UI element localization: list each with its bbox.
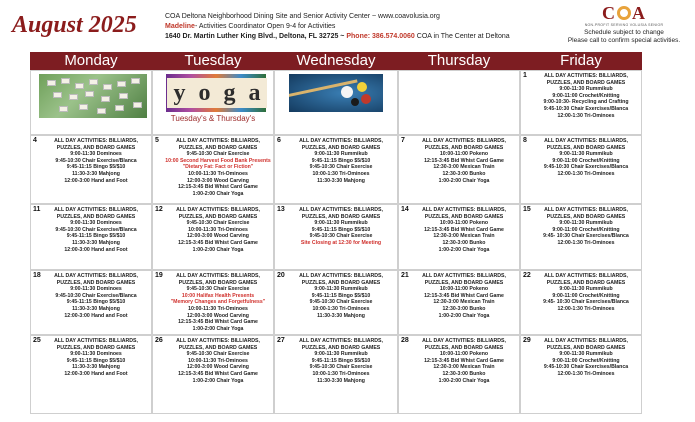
day-cell-20 [274, 270, 398, 335]
activity-text: ALL DAY ACTIVITIES: BILLIARDS, PUZZLES, AND BOARD GAMES 9:45-10:30 Chair Exercise [176, 138, 260, 158]
activity-text: ALL DAY ACTIVITIES: BILLIARDS, PUZZLES, AND BOARD GAMES 10:00-11:00 Pokeno 12:15-3:45 Bid Whist Card Game 12:30-3:00 Mexican Train 12:30-3:00 Bunko 1:00-2:00 Chair Yoga [422, 138, 506, 184]
day-number: 5 [155, 137, 159, 144]
activity-text: ALL DAY ACTIVITIES: BILLIARDS, PUZZLES, AND BOARD GAMES 10:00-11:00 Pokeno 12:15-3:45 Bid Whist Card Game 12:30-3:00 Mexican Train 12:30-3:00 Bunko 1:00-2:00 Chair Yoga [422, 273, 506, 319]
coordinator-name: Madeline [165, 23, 195, 30]
activity-text: ALL DAY ACTIVITIES: BILLIARDS, PUZZLES, AND BOARD GAMES 9:00-11:30 Rummikub 9:00-11:00 Crochet/Knitting 9:00-10:30- Recycling and Crafting 9:45-10:30 Chair Exercises/Blanca 12:00-1:30 Tri-Ominoes [543, 73, 629, 119]
day-number: 18 [33, 272, 41, 279]
tile-shape [101, 96, 110, 102]
day-activities [287, 338, 395, 384]
tile-shape [75, 83, 84, 89]
activity-text: ALL DAY ACTIVITIES: BILLIARDS, PUZZLES, AND BOARD GAMES 9:00-11:30 Dominoes 9:45-10:30 Chair Exercise/Blanca 9:45-11:15 Bingo $5/$10 11:30-3:30 Mahjong 12:00-3:00 Hand and Foot [54, 207, 138, 253]
tile-shape [97, 108, 106, 114]
day-cell-25 [30, 335, 152, 414]
day-activities [287, 138, 395, 184]
day-activities [165, 207, 271, 253]
day-activities [165, 273, 271, 332]
day-number: 14 [401, 206, 409, 213]
yoga-letter-block: g [217, 78, 242, 108]
org-line: COA Deltona Neighborhood Dining Site and Senior Activity Center ~ www.coavolusia.org [165, 13, 440, 20]
day-activities [411, 207, 517, 253]
billiard-ball [341, 86, 353, 98]
empty-cell [398, 70, 520, 135]
activity-text: ALL DAY ACTIVITIES: BILLIARDS, PUZZLES, AND BOARD GAMES 9:45-10:30 Chair Exercise 10:00-11:30 Tri-Ominoes 12:00-3:00 Wood Carving 12:15-3:45 Bid Whist Card Game 1:00-2:00 Chair Yoga [176, 207, 260, 253]
coordinator-line [165, 22, 510, 32]
day-activities [533, 138, 639, 178]
day-cell-6 [274, 135, 398, 204]
day-header-friday: Friday [520, 52, 642, 70]
activity-text: ALL DAY ACTIVITIES: BILLIARDS, PUZZLES, AND BOARD GAMES 9:00-11:30 Rummikub 9:00-11:00 Crochet/Knitting 9:45- 10:30 Chair Exercises/Blanca 12:00-1:30 Tri-Ominoes [543, 273, 629, 312]
day-activities [287, 273, 395, 319]
day-number: 12 [155, 206, 163, 213]
dominoes-photo [39, 74, 147, 118]
day-activities [43, 273, 149, 319]
day-cell-4 [30, 135, 152, 204]
day-activities [165, 138, 271, 197]
day-header-tuesday: Tuesday [152, 52, 274, 70]
day-number: 28 [401, 337, 409, 344]
day-cell-12 [152, 204, 274, 270]
activity-text: ALL DAY ACTIVITIES: BILLIARDS, PUZZLES, AND BOARD GAMES 9:00-11:30 Rummikub 9:00-11:00 Crochet/Knitting 9:45-10:30 Chair Exercises/Blanca 12:00-1:30 Tri-Ominoes [543, 338, 629, 377]
activity-text: ALL DAY ACTIVITIES: BILLIARDS, PUZZLES, AND BOARD GAMES 9:00-11:30 Rummikub 9:45-11:15 Bingo $5/$10 9:45-10:30 Chair Exercise 10:00-1:30 Tri-Ominoes 11:30-3:30 Mahjong [299, 138, 383, 184]
yoga-caption: Tuesday's & Thursday's [170, 114, 256, 123]
day-activities [411, 138, 517, 184]
day-number: 19 [155, 272, 163, 279]
billiard-ball [361, 94, 371, 104]
day-number: 15 [523, 206, 531, 213]
activity-text: ALL DAY ACTIVITIES: BILLIARDS, PUZZLES, AND BOARD GAMES 9:45-10:30 Chair Exercise [176, 273, 260, 293]
day-activities [411, 338, 517, 384]
tile-shape [89, 79, 98, 85]
tile-shape [53, 92, 62, 98]
activity-text: ALL DAY ACTIVITIES: BILLIARDS, PUZZLES, AND BOARD GAMES 9:00-11:30 Rummikub 9:45-11:15 Bingo $5/$10 9:45-10:30 Chair Exercise 10:00-1:30 Tri-Ominoes 11:30-3:30 Mahjong [299, 273, 383, 319]
tile-shape [117, 81, 126, 87]
schedule-note-1: Schedule subject to change [584, 29, 664, 36]
day-number: 20 [277, 272, 285, 279]
logo-mark: C A [602, 3, 646, 23]
day-number: 27 [277, 337, 285, 344]
day-cell-28 [398, 335, 520, 414]
day-activities [43, 207, 149, 253]
logo-o-icon [617, 6, 631, 20]
day-number: 6 [277, 137, 281, 144]
day-header-monday: Monday [30, 52, 152, 70]
day-cell-29 [520, 335, 642, 414]
coa-logo [556, 4, 692, 45]
special-event: Site Closing at 12:30 for Meeting [300, 239, 382, 246]
tile-shape [85, 91, 94, 97]
tile-shape [119, 93, 128, 99]
day-number: 8 [523, 137, 527, 144]
address-tail: COA in The Center at Deltona [414, 33, 510, 40]
day-activities [533, 207, 639, 247]
activity-text: ALL DAY ACTIVITIES: BILLIARDS, PUZZLES, AND BOARD GAMES 9:00-11:30 Dominoes 9:45-10:30 Chair Exercise/Blanca 9:45-11:15 Bingo $5/$10 11:30-3:30 Mahjong 12:00-3:00 Hand and Foot [54, 138, 138, 184]
calendar-grid [30, 52, 690, 420]
phone: Phone: 386.574.0060 [346, 33, 415, 40]
schedule-note [556, 29, 692, 45]
coordinator-rest: - Activities Coordinator Open 9-4 for Activities [194, 23, 336, 30]
activity-text: 10:00-11:30 Tri-Ominoes 12:00-3:00 Wood Carving 12:15-3:45 Bid Whist Card Game 1:00-2:00 Chair Yoga [178, 170, 258, 197]
day-cell-11 [30, 204, 152, 270]
logo-tagline: NON-PROFIT SERVING VOLUSIA SENIOR [584, 23, 664, 27]
yoga-letter-block: a [242, 78, 267, 108]
schedule-note-2: Please call to confirm special activities. [567, 37, 681, 44]
tile-shape [103, 84, 112, 90]
day-activities [287, 207, 395, 247]
day-activities [533, 73, 639, 119]
day-number: 22 [523, 272, 531, 279]
tile-shape [47, 80, 56, 86]
day-cell-22 [520, 270, 642, 335]
day-number: 7 [401, 137, 405, 144]
site-info [165, 12, 510, 42]
day-cell-18 [30, 270, 152, 335]
day-activities [43, 338, 149, 378]
activity-text: ALL DAY ACTIVITIES: BILLIARDS, PUZZLES, AND BOARD GAMES 10:00-11:00 Pokeno 12:15-3:45 Bid Whist Card Game 12:30-3:00 Mexican Train 12:30-3:00 Bunko 1:00-2:00 Chair Yoga [422, 207, 506, 253]
activity-text: 10:00-11:30 Tri-Ominoes 12:00-3:00 Wood Carving 12:15-3:45 Bid Whist Card Game 1:00-2:00 Chair Yoga [178, 305, 258, 332]
tile-shape [133, 102, 142, 108]
day-cell-1 [520, 70, 642, 135]
yoga-photo [166, 74, 266, 112]
empty-cell [274, 70, 398, 135]
tile-shape [61, 78, 70, 84]
day-activities [411, 273, 517, 319]
activity-text: ALL DAY ACTIVITIES: BILLIARDS, PUZZLES, AND BOARD GAMES 9:00-11:30 Dominoes 9:45-10:30 Chair Exercise/Blanca 9:45-11:15 Bingo $5/$10 11:30-3:30 Mahjong 12:00-3:00 Hand and Foot [54, 273, 138, 319]
day-header-wednesday: Wednesday [274, 52, 398, 70]
day-cell-13 [274, 204, 398, 270]
activity-text: ALL DAY ACTIVITIES: BILLIARDS, PUZZLES, AND BOARD GAMES 9:00-11:30 Dominoes 9:45-11:15 Bingo $5/$10 11:30-3:30 Mahjong 12:00-3:00 Hand and Foot [54, 338, 138, 377]
day-cell-19 [152, 270, 274, 335]
day-header-thursday: Thursday [398, 52, 520, 70]
address-line [165, 32, 510, 42]
tile-shape [131, 78, 140, 84]
day-cell-14 [398, 204, 520, 270]
day-cell-8 [520, 135, 642, 204]
billiard-ball [357, 82, 367, 92]
month-title: August 2025 [12, 12, 137, 38]
day-number: 21 [401, 272, 409, 279]
activity-text: ALL DAY ACTIVITIES: BILLIARDS, PUZZLES, AND BOARD GAMES 9:00-11:30 Rummikub 9:45-11:15 Bingo $5/$10 9:45-10:30 Chair Exercise 10:00-1:30 Tri-Ominoes 11:30-3:30 Mahjong [299, 338, 383, 384]
day-cell-21 [398, 270, 520, 335]
day-activities [43, 138, 149, 184]
day-cell-15 [520, 204, 642, 270]
calendar-header [0, 0, 695, 52]
day-number: 25 [33, 337, 41, 344]
activity-text: ALL DAY ACTIVITIES: BILLIARDS, PUZZLES, AND BOARD GAMES 10:00-11:00 Pokeno 12:15-3:45 Bid Whist Card Game 12:30-3:00 Mexican Train 12:30-3:00 Bunko 1:00-2:00 Chair Yoga [422, 338, 506, 384]
activity-text: ALL DAY ACTIVITIES: BILLIARDS, PUZZLES, AND BOARD GAMES 9:00-11:30 Rummikub 9:00-11:00 Crochet/Knitting 9:45- 10:30 Chair Exercises/Blanca 12:00-1:30 Tri-Ominoes [543, 207, 629, 246]
empty-cell [152, 70, 274, 135]
day-number: 11 [33, 206, 41, 213]
day-number: 4 [33, 137, 37, 144]
tile-shape [69, 94, 78, 100]
tile-shape [59, 106, 68, 112]
day-activities [533, 338, 639, 378]
day-activities [533, 273, 639, 313]
activity-text: ALL DAY ACTIVITIES: BILLIARDS, PUZZLES, AND BOARD GAMES 9:00-11:30 Rummikub 9:45-11:15 Bingo $5/$10 9:45-10:30 Chair Exercise [299, 207, 383, 240]
yoga-letter-block: y [167, 78, 192, 108]
empty-cell [30, 70, 152, 135]
special-event: 10:00 Halifax Health Presents "Memory Changes and Forgetfulness" [170, 292, 266, 306]
day-activities [165, 338, 271, 384]
tile-shape [115, 105, 124, 111]
day-cell-27 [274, 335, 398, 414]
address: 1640 Dr. Martin Luther King Blvd., Deltona, FL 32725 ~ [165, 33, 347, 40]
tile-shape [79, 104, 88, 110]
activity-text: ALL DAY ACTIVITIES: BILLIARDS, PUZZLES, AND BOARD GAMES 9:00-11:30 Rummikub 9:00-11:00 Crochet/Knitting 9:45-10:30 Chair Exercises/Blanca 12:00-1:30 Tri-Ominoes [543, 138, 629, 177]
day-number: 13 [277, 206, 285, 213]
yoga-letter-block: o [192, 78, 217, 108]
activity-text: ALL DAY ACTIVITIES: BILLIARDS, PUZZLES, AND BOARD GAMES 9:45-10:30 Chair Exercise 10:00-11:30 Tri-Ominoes 12:00-3:00 Wood Carving 12:15-3:45 Bid Whist Card Game 1:00-2:00 Chair Yoga [176, 338, 260, 384]
day-cell-5 [152, 135, 274, 204]
billiard-ball [351, 98, 359, 106]
day-number: 1 [523, 72, 527, 79]
billiards-photo [289, 74, 383, 112]
day-cell-7 [398, 135, 520, 204]
special-event: 10:00 Second Harvest Food Bank Presents "Dietary Fat: Fact or Fiction" [165, 157, 271, 171]
day-number: 26 [155, 337, 163, 344]
day-number: 29 [523, 337, 531, 344]
day-cell-26 [152, 335, 274, 414]
